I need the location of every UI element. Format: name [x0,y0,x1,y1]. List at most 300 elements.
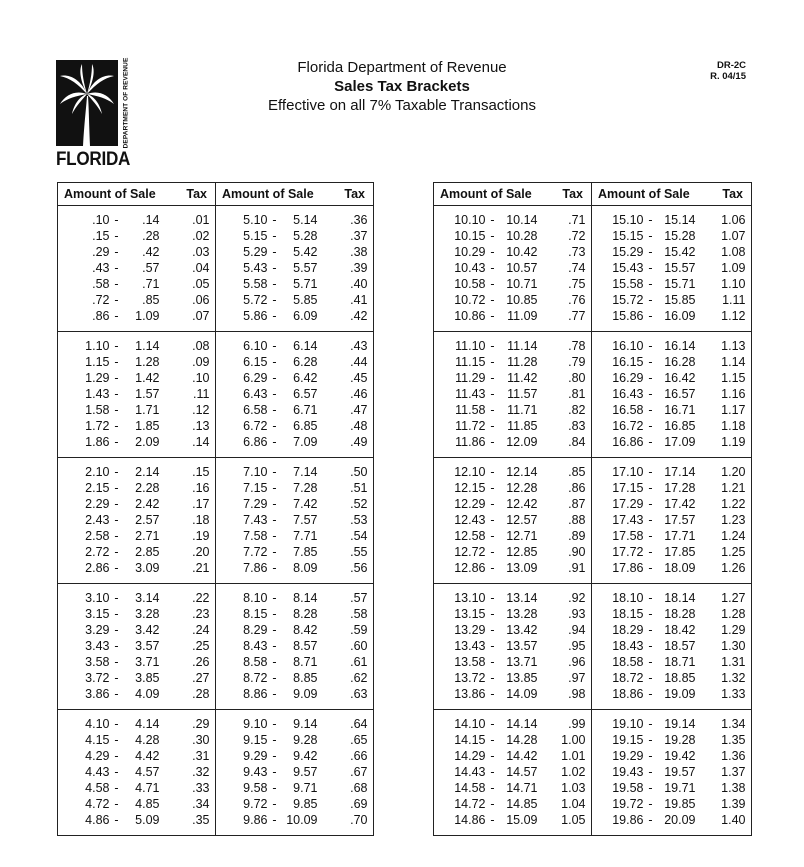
bracket-dash: - [648,529,653,543]
bracket-from: 9.43 [243,765,268,779]
tax-amount: .64 [350,717,368,731]
table-row [58,370,374,386]
bracket-from: 14.29 [454,749,486,763]
bracket-dash: - [114,781,119,795]
bracket-to: 16.14 [664,339,696,353]
bracket-from: 19.58 [612,781,644,795]
tax-amount: 1.35 [721,733,746,747]
table-row [58,528,374,544]
table-row [58,386,374,402]
tax-amount: .15 [192,465,210,479]
bracket-from: 6.43 [243,387,268,401]
bracket-dash: - [114,591,119,605]
bracket-from: 18.15 [612,607,644,621]
bracket-to: 12.85 [506,545,538,559]
bracket-to: 5.85 [293,293,318,307]
bracket-to: 4.28 [135,733,160,747]
bracket-to: 8.28 [293,607,318,621]
tax-amount: 1.02 [561,765,586,779]
bracket-from: 16.10 [612,339,644,353]
tax-amount: 1.16 [721,387,746,401]
bracket-dash: - [272,733,277,747]
bracket-from: .58 [92,277,110,291]
bracket-dash: - [644,434,658,458]
bracket-to: 5.09 [135,813,160,827]
tax-amount: 1.32 [721,671,746,685]
bracket-to: 4.14 [135,717,160,731]
bracket-from: 6.58 [243,403,268,417]
spacer [368,812,374,836]
document-subtitle: Effective on all 7% Taxable Transactions [268,97,536,114]
bracket-from: 3.58 [85,655,110,669]
bracket-to: 19.57 [664,765,696,779]
bracket-dash: - [114,245,119,259]
tax-amount: 1.14 [721,355,746,369]
tax-amount: 1.37 [721,765,746,779]
bracket-from: 7.43 [243,513,268,527]
bracket-from: 9.29 [243,749,268,763]
bracket-from: 7.72 [243,545,268,559]
bracket-from: 19.15 [612,733,644,747]
table-row [434,386,752,402]
bracket-to: 1.71 [135,403,160,417]
agency-name: Florida Department of Revenue [297,59,507,76]
bracket-to: 7.85 [293,545,318,559]
spacer [746,780,752,796]
bracket-dash: - [114,655,119,669]
tax-amount: 1.31 [721,655,746,669]
bracket-from: 13.15 [454,607,486,621]
tax-amount: .88 [568,513,586,527]
tax-amount: .89 [568,529,586,543]
bracket-to: 17.57 [664,513,696,527]
table-row [58,332,374,355]
table-row [434,228,752,244]
bracket-to: 9.71 [293,781,318,795]
spacer [746,418,752,434]
spacer [368,496,374,512]
tax-amount: .82 [568,403,586,417]
spacer [746,228,752,244]
bracket-dash: - [272,465,277,479]
bracket-dash: - [486,560,500,584]
bracket-to: 2.42 [135,497,160,511]
bracket-dash: - [272,339,277,353]
bracket-to: 16.42 [664,371,696,385]
bracket-from: 6.72 [243,419,268,433]
bracket-from: 17.43 [612,513,644,527]
bracket-dash: - [490,639,495,653]
bracket-from: 11.29 [455,371,486,385]
bracket-from: 19.29 [612,749,644,763]
bracket-from: 4.29 [85,749,110,763]
tax-amount: .04 [192,261,210,275]
bracket-to: 6.14 [293,339,318,353]
tax-amount: .29 [192,717,210,731]
table-row [58,354,374,370]
bracket-from: .43 [92,261,110,275]
tax-amount: 1.25 [721,545,746,559]
bracket-dash: - [648,245,653,259]
bracket-dash: - [272,655,277,669]
bracket-from: 10.43 [454,261,486,275]
tax-amount: .65 [350,733,368,747]
bracket-dash: - [114,623,119,637]
tax-amount: 1.40 [721,813,746,827]
tax-amount: .32 [192,765,210,779]
table-row [434,780,752,796]
bracket-to: 13.85 [506,671,538,685]
bracket-from: 2.58 [85,529,110,543]
bracket-dash: - [648,213,653,227]
bracket-to: 16.71 [664,403,696,417]
bracket-from: 13.58 [454,655,486,669]
bracket-to: 12.42 [506,497,538,511]
document-title: Sales Tax Brackets [334,78,470,95]
bracket-from: 16.15 [612,355,644,369]
table-row [434,670,752,686]
bracket-from: 10.10 [454,213,486,227]
bracket-from: 9.86 [243,813,268,827]
bracket-to: 13.14 [506,591,538,605]
tax-amount: .07 [160,308,210,332]
table-row [434,606,752,622]
spacer [746,796,752,812]
bracket-dash: - [648,387,653,401]
bracket-dash: - [490,261,495,275]
tax-amount: .27 [192,671,210,685]
bracket-to: 10.57 [506,261,538,275]
bracket-dash: - [114,607,119,621]
spacer [746,354,752,370]
tax-amount: 1.34 [721,717,746,731]
bracket-from: 9.72 [243,797,268,811]
bracket-dash: - [490,213,495,227]
bracket-to: 7.57 [293,513,318,527]
table-row [58,308,374,332]
bracket-from: 10.86 [434,308,486,332]
bracket-table-left [57,182,374,836]
tax-amount: .35 [192,813,210,827]
spacer [368,544,374,560]
bracket-to: 7.09 [282,434,318,458]
spacer [746,732,752,748]
bracket-from: 11.86 [434,434,486,458]
bracket-dash: - [114,749,119,763]
bracket-dash: - [114,387,119,401]
bracket-to: 11.42 [507,371,538,385]
bracket-from: 8.10 [243,591,268,605]
bracket-to: 3.09 [124,560,160,584]
tax-amount: 1.09 [721,261,746,275]
table-row [434,796,752,812]
bracket-to: 15.09 [506,813,538,827]
bracket-from: 4.43 [85,765,110,779]
bracket-to: .85 [142,293,160,307]
spacer [368,670,374,686]
tax-amount: .31 [192,749,210,763]
bracket-from: 1.58 [85,403,110,417]
bracket-to: 9.28 [293,733,318,747]
bracket-from: 11.15 [455,355,486,369]
bracket-to: 5.28 [293,229,318,243]
tax-amount: .98 [538,686,586,710]
bracket-dash: - [114,717,119,731]
bracket-to: 14.28 [506,733,538,747]
bracket-dash: - [272,545,277,559]
spacer [746,496,752,512]
bracket-from: 6.29 [243,371,268,385]
spacer [746,560,752,584]
tax-amount: 1.30 [721,639,746,653]
bracket-to: 12.28 [506,481,538,495]
table-row [58,686,374,710]
bracket-from: 17.72 [612,545,644,559]
tax-amount: .12 [192,403,210,417]
bracket-to: 18.09 [658,560,696,584]
bracket-from: 5.15 [243,229,268,243]
tax-amount: .73 [568,245,586,259]
spacer [746,244,752,260]
bracket-dash: - [648,481,653,495]
bracket-dash: - [648,655,653,669]
bracket-to: 4.57 [135,765,160,779]
bracket-from: 4.10 [85,717,110,731]
bracket-dash: - [272,403,277,417]
bracket-dash: - [648,261,653,275]
tax-amount: 1.26 [696,560,746,584]
bracket-dash: - [490,277,495,291]
bracket-from: 16.72 [612,419,644,433]
table-row [434,434,752,458]
bracket-dash: - [272,513,277,527]
tax-amount: 1.10 [721,277,746,291]
tax-header: Tax [318,183,374,206]
table-row [434,260,752,276]
bracket-dash: - [272,261,277,275]
bracket-from: 3.72 [85,671,110,685]
bracket-from: 13.86 [434,686,486,710]
bracket-from: 17.15 [612,481,644,495]
bracket-dash: - [272,639,277,653]
table-row [58,796,374,812]
bracket-dash: - [114,513,119,527]
bracket-from: 7.29 [243,497,268,511]
bracket-to: 5.71 [293,277,318,291]
bracket-from: 16.43 [612,387,644,401]
bracket-dash: - [490,355,495,369]
bracket-from: 1.86 [58,434,110,458]
bracket-from: 8.43 [243,639,268,653]
bracket-to: 9.57 [293,765,318,779]
tax-header: Tax [160,183,216,206]
tax-amount: .13 [192,419,210,433]
tax-amount: .54 [350,529,368,543]
tax-amount: 1.21 [721,481,746,495]
bracket-dash: - [648,781,653,795]
table-row [434,584,752,607]
bracket-dash: - [490,387,495,401]
bracket-dash: - [114,419,119,433]
bracket-dash: - [114,261,119,275]
bracket-dash: - [272,529,277,543]
bracket-dash: - [490,781,495,795]
bracket-to: 18.85 [664,671,696,685]
bracket-dash: - [490,717,495,731]
bracket-to: 18.57 [664,639,696,653]
tax-amount: .96 [568,655,586,669]
tax-amount: .03 [192,245,210,259]
tax-amount: .46 [350,387,368,401]
tax-amount: 1.28 [721,607,746,621]
bracket-dash: - [648,813,653,827]
bracket-from: 14.72 [454,797,486,811]
tax-amount: 1.29 [721,623,746,637]
spacer [746,206,752,229]
bracket-to: 18.42 [664,623,696,637]
tax-amount: .99 [568,717,586,731]
tax-amount: .56 [318,560,368,584]
tax-amount: 1.20 [721,465,746,479]
tax-amount: 1.24 [721,529,746,543]
table-row [58,260,374,276]
tax-amount: .45 [350,371,368,385]
spacer [746,748,752,764]
bracket-to: 2.57 [135,513,160,527]
bracket-from: 2.86 [58,560,110,584]
bracket-to: 4.42 [135,749,160,763]
tax-amount: .18 [192,513,210,527]
amount-of-sale-header: Amount of Sale [434,183,538,206]
bracket-to: 1.85 [135,419,160,433]
bracket-dash: - [648,623,653,637]
bracket-from: 4.58 [85,781,110,795]
bracket-dash: - [648,371,653,385]
bracket-to: 1.28 [135,355,160,369]
bracket-dash: - [114,465,119,479]
bracket-from: .86 [58,308,110,332]
bracket-to: 6.09 [282,308,318,332]
bracket-from: 15.58 [612,277,644,291]
bracket-to: 14.57 [506,765,538,779]
bracket-from: 18.10 [612,591,644,605]
table-row [434,732,752,748]
bracket-from: 5.29 [243,245,268,259]
tax-amount: 1.36 [721,749,746,763]
spacer [746,458,752,481]
bracket-to: 17.28 [664,481,696,495]
tax-amount: .24 [192,623,210,637]
bracket-dash: - [114,733,119,747]
bracket-from: 7.15 [243,481,268,495]
bracket-to: 17.09 [658,434,696,458]
bracket-dash: - [272,781,277,795]
tax-amount: .40 [350,277,368,291]
bracket-from: 10.58 [454,277,486,291]
table-header-row [434,183,752,206]
bracket-to: 6.28 [293,355,318,369]
bracket-from: 6.15 [243,355,268,369]
tax-amount: .76 [568,293,586,307]
bracket-to: 17.42 [664,497,696,511]
table-row [434,764,752,780]
bracket-dash: - [648,277,653,291]
bracket-dash: - [272,229,277,243]
table-row [434,638,752,654]
tax-amount: .53 [350,513,368,527]
bracket-dash: - [490,749,495,763]
bracket-to: 18.14 [664,591,696,605]
bracket-to: 19.28 [664,733,696,747]
bracket-dash: - [648,797,653,811]
bracket-dash: - [272,749,277,763]
spacer [368,354,374,370]
bracket-to: 15.14 [664,213,696,227]
bracket-dash: - [268,434,282,458]
amount-of-sale-header: Amount of Sale [216,183,318,206]
bracket-from: 16.86 [592,434,644,458]
spacer [746,670,752,686]
table-row [434,560,752,584]
table-row [58,670,374,686]
spacer [368,228,374,244]
bracket-from: 12.72 [454,545,486,559]
table-row [434,458,752,481]
bracket-from: 3.86 [58,686,110,710]
tax-amount: 1.01 [561,749,586,763]
bracket-from: .10 [92,213,110,227]
bracket-dash: - [648,749,653,763]
bracket-to: 14.14 [506,717,538,731]
table-row [58,292,374,308]
bracket-dash: - [490,813,495,827]
bracket-from: 5.72 [243,293,268,307]
table-row [434,496,752,512]
table-row [434,402,752,418]
table-row [58,560,374,584]
bracket-from: 15.86 [592,308,644,332]
bracket-from: 2.29 [85,497,110,511]
spacer [368,292,374,308]
bracket-to: 8.42 [293,623,318,637]
spacer [746,528,752,544]
bracket-from: 6.10 [243,339,268,353]
bracket-dash: - [272,277,277,291]
spacer [746,386,752,402]
tax-amount: .10 [192,371,210,385]
bracket-from: 2.43 [85,513,110,527]
bracket-from: 13.10 [454,591,486,605]
tax-amount: .77 [538,308,586,332]
tax-amount: .62 [350,671,368,685]
tax-header: Tax [538,183,592,206]
bracket-dash: - [490,371,495,385]
bracket-dash: - [648,403,653,417]
bracket-dash: - [490,529,495,543]
spacer [746,308,752,332]
bracket-to: 19.71 [664,781,696,795]
tax-header: Tax [696,183,752,206]
bracket-dash: - [114,639,119,653]
spacer [746,332,752,355]
bracket-dash: - [114,813,119,827]
bracket-from: 8.58 [243,655,268,669]
bracket-from: 9.10 [243,717,268,731]
table-row [434,206,752,229]
document-header [0,58,804,115]
tax-amount: .79 [568,355,586,369]
bracket-to: 4.71 [135,781,160,795]
